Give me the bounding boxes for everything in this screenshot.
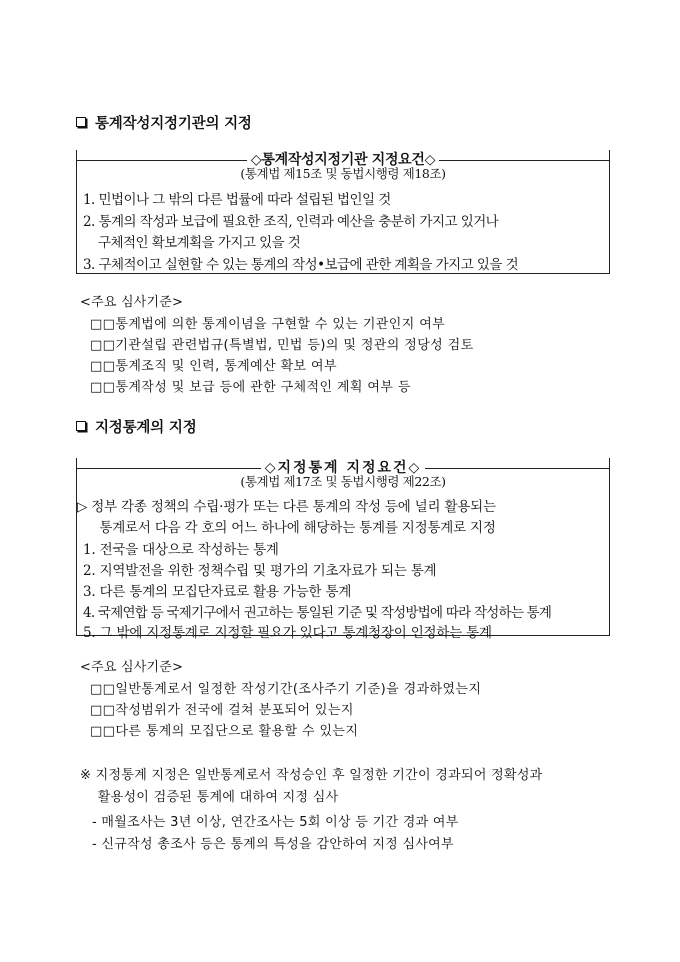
criteria-item: □□통계법에 의한 통계이념을 구현할 수 있는 기관인지 여부	[90, 317, 446, 332]
box-item: 3. 다른 통계의 모집단자료로 활용 가능한 통계	[83, 584, 352, 600]
section1-requirements-box	[76, 150, 610, 274]
criteria-item: □□통계작성 및 보급 등에 관한 구체적인 계획 여부 등	[90, 380, 411, 395]
box-title: ◇통계작성지정기관 지정요건◇	[250, 152, 436, 168]
note-line: ※ 지정통계 지정은 일반통계로서 작성승인 후 일정한 기간이 경과되어 정확성과	[80, 768, 543, 783]
checkbox-square-icon	[76, 421, 86, 431]
title-rule-left	[76, 160, 247, 161]
box-reference: (통계법 제15조 및 동법시행령 제18조)	[240, 166, 446, 181]
criteria-title: <주요 심사기준>	[80, 660, 184, 675]
box-item: 5. 그 밖에 지정통계로 지정할 필요가 있다고 통계청장이 인정하는 통계	[83, 625, 492, 641]
box-title: ◇지정통계 지정요건◇	[264, 460, 422, 476]
criteria-item: □□작성범위가 전국에 걸쳐 분포되어 있는지	[90, 703, 354, 718]
criteria-title: <주요 심사기준>	[80, 295, 184, 310]
note-sub-item: - 신규작성 총조사 등은 통계의 특성을 감안하여 지정 심사여부	[92, 837, 454, 852]
criteria-item: □□다른 통계의 모집단으로 활용할 수 있는지	[90, 724, 359, 739]
box-item: 1. 전국을 대상으로 작성하는 통계	[83, 542, 279, 558]
title-rule-left	[76, 468, 261, 469]
criteria-item: □□일반통계로서 일정한 작성기간(조사주기 기준)을 경과하였는지	[90, 682, 482, 697]
box-item: 4. 국제연합 등 국제기구에서 권고하는 통일된 기준 및 작성방법에 따라 작성하는 통계	[83, 605, 552, 621]
box-item: 3. 구체적이고 실현할 수 있는 통계의 작성•보급에 관한 계획을 가지고 있을 것	[83, 257, 519, 273]
box-reference: (통계법 제17조 및 동법시행령 제22조)	[240, 474, 446, 489]
box-item: 통계로서 다음 각 호의 어느 하나에 해당하는 통계를 지정통계로 지정	[83, 520, 496, 536]
box-item: 구체적인 확보계획을 가지고 있을 것	[83, 235, 301, 251]
section1-heading-text: 통계작성지정기관의 지정	[95, 116, 252, 132]
section2-heading	[76, 416, 197, 437]
section2-heading-text: 지정통계의 지정	[95, 420, 197, 436]
criteria-item: □□통계조직 및 인력, 통계예산 확보 여부	[90, 359, 337, 374]
checkbox-square-icon	[76, 117, 86, 127]
title-rule-right	[425, 468, 610, 469]
box-item: 1. 민법이나 그 밖의 다른 법률에 따라 설립된 법인일 것	[83, 192, 391, 208]
section1-heading	[76, 112, 252, 133]
note-line: 활용성이 검증된 통계에 대하여 지정 심사	[80, 790, 339, 805]
note-sub-item: - 매월조사는 3년 이상, 연간조사는 5회 이상 등 기간 경과 여부	[92, 815, 459, 830]
box-item: 2. 통계의 작성과 보급에 필요한 조직, 인력과 예산을 충분히 가지고 있거나	[83, 214, 499, 230]
box-item: 2. 지역발전을 위한 정책수립 및 평가의 기초자료가 되는 통계	[83, 563, 437, 579]
box-item: ▷ 정부 각종 정책의 수립·평가 또는 다른 통계의 작성 등에 널리 활용되는	[77, 499, 496, 515]
criteria-item: □□기관설립 관련법규(특별법, 민법 등)의 및 정관의 정당성 검토	[90, 338, 474, 353]
title-rule-right	[439, 160, 610, 161]
section2-requirements-box	[76, 458, 610, 641]
